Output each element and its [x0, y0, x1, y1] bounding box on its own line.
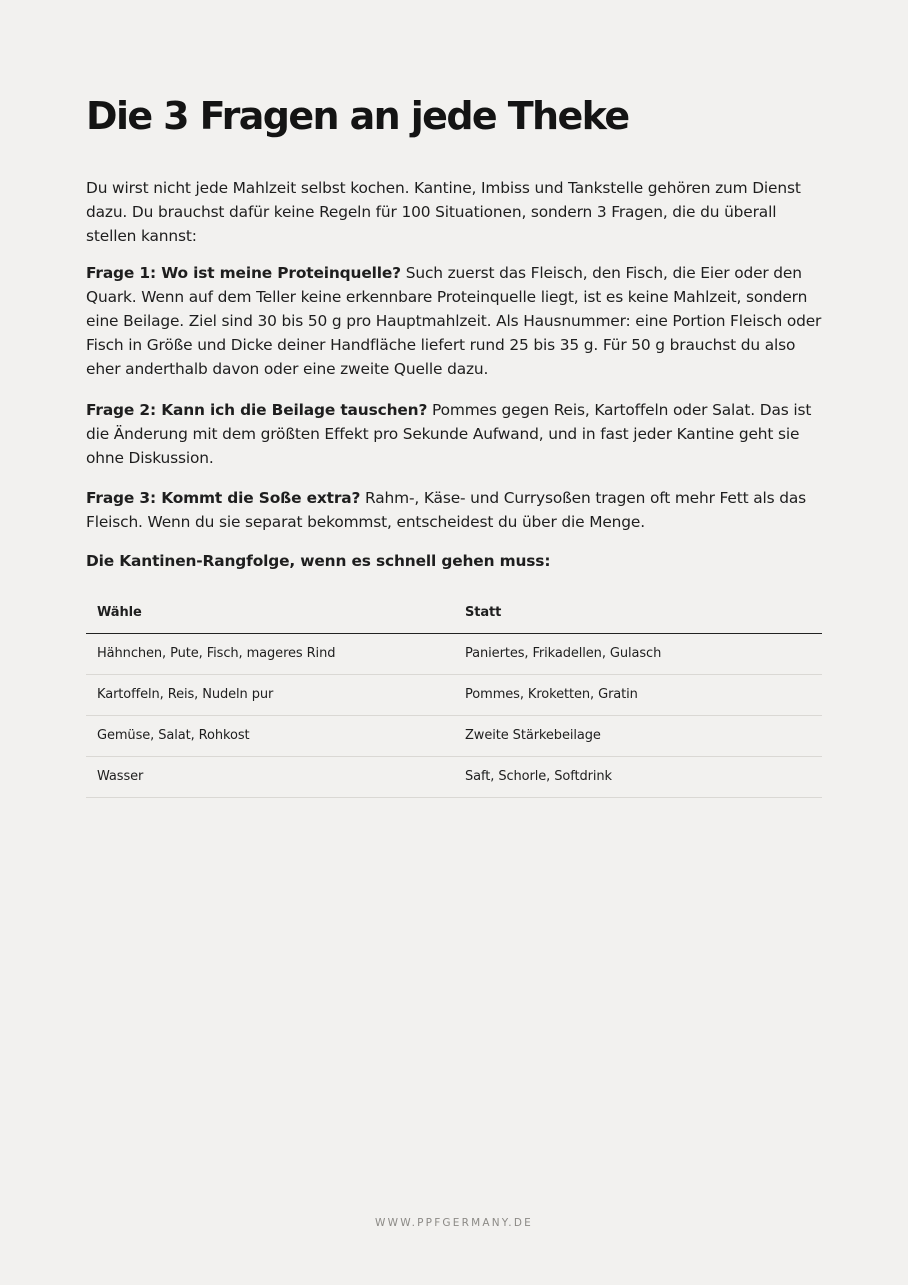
table-cell-instead: Saft, Schorle, Softdrink: [454, 756, 822, 797]
table-row: [86, 674, 822, 715]
question-3-paragraph: [86, 486, 822, 534]
column-header-instead: Statt: [454, 593, 822, 634]
table-row: [86, 756, 822, 797]
page-title: Die 3 Fragen an jede Theke: [86, 94, 629, 138]
table-header-row: [86, 593, 822, 634]
column-header-choose: Wähle: [86, 593, 454, 634]
document-page: [86, 92, 822, 798]
table-cell-instead: Paniertes, Frikadellen, Gulasch: [454, 633, 822, 674]
table-cell-choose: Kartoffeln, Reis, Nudeln pur: [86, 674, 454, 715]
question-2-label: Frage 2: Kann ich die Beilage tauschen?: [86, 400, 428, 419]
table-cell-choose: Wasser: [86, 756, 454, 797]
table-row: [86, 633, 822, 674]
question-1-label: Frage 1: Wo ist meine Proteinquelle?: [86, 263, 401, 282]
intro-paragraph: Du wirst nicht jede Mahlzeit selbst kochen. Kantine, Imbiss und Tankstelle gehören zum Dienst dazu. Du brauchst dafür keine Regeln für 100 Situationen, sondern 3 Fragen, die du überall stellen kannst:: [86, 179, 801, 246]
table-cell-choose: Hähnchen, Pute, Fisch, mageres Rind: [86, 633, 454, 674]
question-3-text: Rahm-, Käse- und Currysoßen tragen oft mehr Fett als das Fleisch. Wenn du sie separat bekommst, entscheidest du über die Menge.: [86, 489, 806, 532]
ranking-heading: Die Kantinen-Rangfolge, wenn es schnell gehen muss:: [86, 551, 551, 570]
question-1-paragraph: [86, 261, 822, 382]
table-row: [86, 715, 822, 756]
question-3-label: Frage 3: Kommt die Soße extra?: [86, 489, 361, 508]
canteen-ranking-table: [86, 593, 822, 798]
question-1-text: Such zuerst das Fleisch, den Fisch, die Eier oder den Quark. Wenn auf dem Teller keine erkennbare Proteinquelle liegt, ist es keine Mahlzeit, sondern eine Beilage. Ziel sind 30 bis 50 g pro Hauptmahlzeit. Als Hausnummer: eine Portion Fleisch oder Fisch in Größe und Dicke deiner Handfläche liefert rund 25 bis 35 g. Für 50 g brauchst du also eher anderthalb davon oder eine zweite Quelle dazu.: [86, 263, 822, 379]
footer-url: WWW.PPFGERMANY.DE: [375, 1217, 533, 1229]
table-cell-instead: Pommes, Kroketten, Gratin: [454, 674, 822, 715]
table-cell-instead: Zweite Stärkebeilage: [454, 715, 822, 756]
question-2-paragraph: [86, 398, 822, 471]
table-cell-choose: Gemüse, Salat, Rohkost: [86, 715, 454, 756]
question-2-text: Pommes gegen Reis, Kartoffeln oder Salat. Das ist die Änderung mit dem größten Effekt pro Sekunde Aufwand, und in fast jeder Kantine geht sie ohne Diskussion.: [86, 400, 812, 468]
